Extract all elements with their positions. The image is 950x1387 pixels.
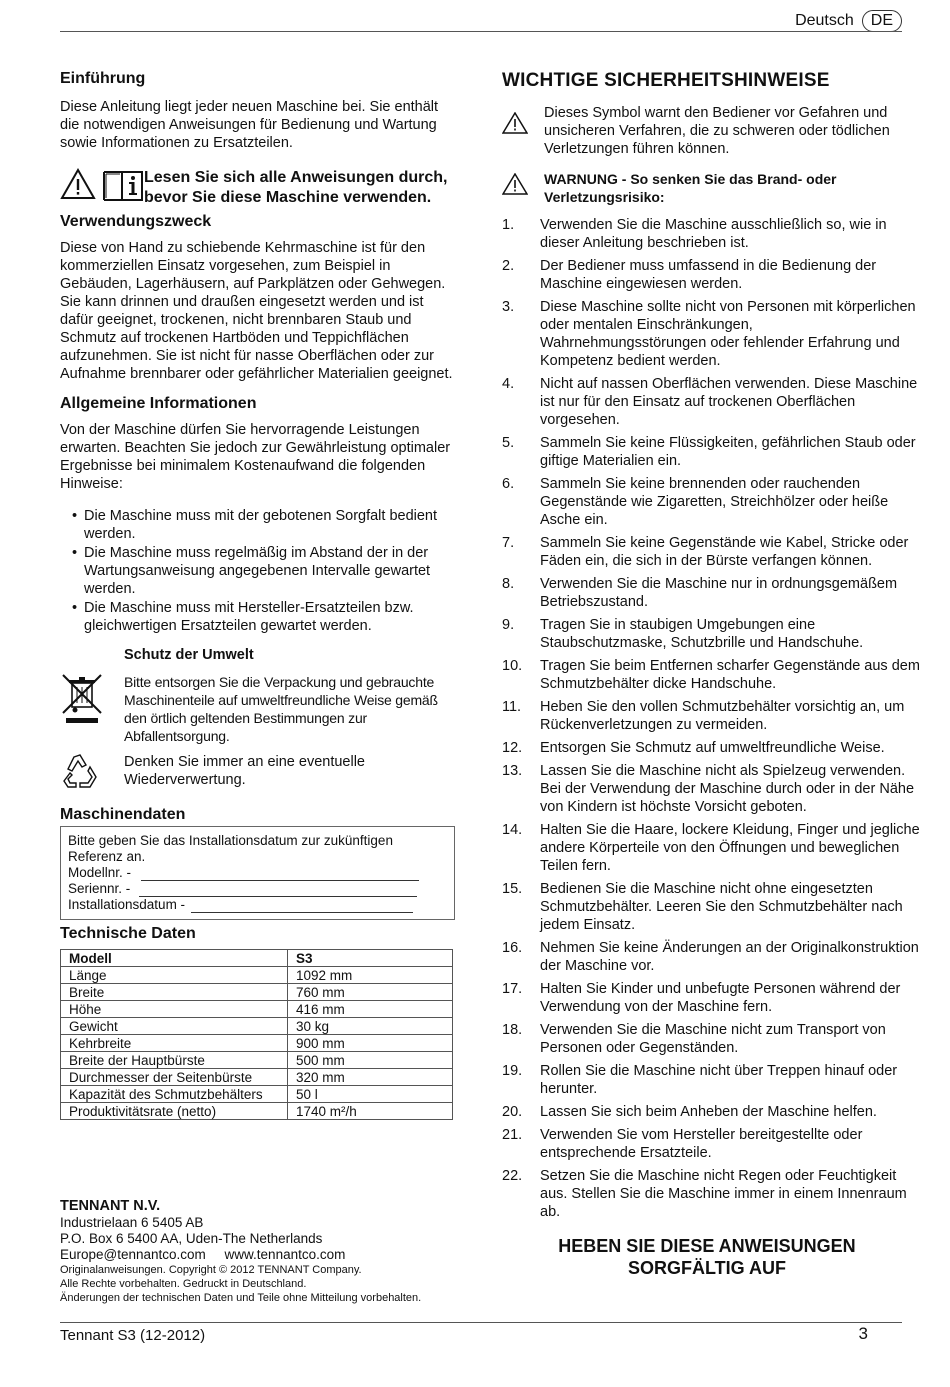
list-item bbox=[502, 298, 922, 370]
item-text: Lassen Sie sich beim Anheben der Maschine helfen. bbox=[540, 1104, 877, 1120]
list-item bbox=[502, 939, 922, 975]
item-text: Verwenden Sie vom Hersteller bereitgestellte oder entsprechende Ersatzteile. bbox=[540, 1127, 863, 1161]
changes-notice: Änderungen der technischen Daten und Teile ohne Mitteilung vorbehalten. bbox=[60, 1292, 422, 1304]
disposal-text: Bitte entsorgen Sie die Verpackung und gebrauchte Maschinenteile auf umweltfreundliche Weise gemäß den örtlich geltenden Bestimmungen zur Abfallentsorgung. bbox=[124, 674, 438, 744]
list-item bbox=[502, 1021, 922, 1057]
list-item bbox=[502, 616, 922, 652]
install-date-field bbox=[68, 897, 447, 913]
list-item bbox=[502, 375, 922, 429]
item-number: 16. bbox=[502, 940, 523, 956]
spec-label: Produktivitätsrate (netto) bbox=[61, 1103, 288, 1120]
warning-triangle-icon bbox=[60, 168, 96, 200]
recycling-icon bbox=[60, 753, 100, 791]
keep-line-2: SORGFÄLTIG AUF bbox=[628, 1258, 786, 1278]
item-number: 6. bbox=[502, 476, 515, 492]
environment-section bbox=[60, 647, 455, 796]
install-date-label: Installationsdatum - bbox=[68, 897, 186, 912]
item-text: Sammeln Sie keine Flüssigkeiten, gefährlichen Staub oder giftige Materialien ein. bbox=[540, 435, 916, 469]
item-text: Halten Sie die Haare, lockere Kleidung, Finger und jegliche andere Körperteile von den Öffnungen und beweglichen Teilen fern. bbox=[540, 822, 920, 874]
table-row bbox=[61, 1069, 453, 1086]
list-item: • Die Maschine muss mit der gebotenen Sorgfalt bedient werden. bbox=[60, 507, 455, 543]
model-number-field bbox=[68, 865, 447, 881]
intro-heading: Einführung bbox=[60, 70, 146, 87]
spec-label: Höhe bbox=[61, 1001, 288, 1018]
table-row bbox=[61, 984, 453, 1001]
spec-value: 416 mm bbox=[288, 1001, 453, 1018]
spec-value: 1092 mm bbox=[288, 967, 453, 984]
machine-data-heading: Maschinendaten bbox=[60, 806, 186, 823]
list-item bbox=[502, 821, 922, 875]
company-address: Industrielaan 6 5405 AB bbox=[60, 1215, 204, 1230]
list-item bbox=[502, 739, 922, 757]
item-number: 10. bbox=[502, 658, 523, 674]
warning-triangle-icon bbox=[502, 173, 528, 195]
item-text: Entsorgen Sie Schmutz auf umweltfreundliche Weise. bbox=[540, 740, 885, 756]
item-number: 5. bbox=[502, 435, 515, 451]
list-item bbox=[502, 1103, 922, 1121]
spec-value: 50 l bbox=[288, 1086, 453, 1103]
safety-instructions-list bbox=[502, 216, 922, 1221]
table-row bbox=[61, 967, 453, 984]
language-badge: DE bbox=[862, 10, 902, 32]
warning-text: WARNUNG - So senken Sie das Brand- oder Verletzungsrisiko: bbox=[544, 171, 837, 205]
company-info bbox=[60, 1197, 460, 1305]
machine-data-box bbox=[60, 826, 455, 920]
item-number: 14. bbox=[502, 822, 523, 838]
keep-line-1: HEBEN SIE DIESE ANWEISUNGEN bbox=[558, 1236, 856, 1256]
item-text: Lassen Sie die Maschine nicht als Spielzeug verwenden. Bei der Verwendung der Maschine durch oder in der Nähe von Kindern ist höchste Vorsicht geboten. bbox=[540, 763, 915, 815]
intro-text: Diese Anleitung liegt jeder neuen Maschine bei. Sie enthält die notwendigen Anweisungen für Bedienung und Wartung sowie Informationen zu Ersatzteilen. bbox=[60, 99, 439, 151]
company-po-box: P.O. Box 6 5400 AA, Uden-The Netherlands bbox=[60, 1231, 323, 1246]
item-text: Verwenden Sie die Maschine nur in ordnungsgemäßem Betriebszustand. bbox=[540, 576, 898, 610]
usage-text: Diese von Hand zu schiebende Kehrmaschine ist für den kommerziellen Einsatz vorgesehen, zum Beispiel in Gebäuden, Lagerhäusern, auf Parkplätzen oder Gehwegen. Sie kann drinnen und draußen eingesetzt werden und ist dafür geeignet, trockenen, nicht brennbaren Staub und Schmutz auf trockenen Hartböden und Teppichflächen aufzunehmen. Sie ist nicht für nasse Oberflächen oder zur Aufnahme brennbarer oder gefährlicher Materialien geeignet. bbox=[60, 240, 453, 382]
item-text: Verwenden Sie die Maschine nicht zum Transport von Personen oder Gegenständen. bbox=[540, 1022, 886, 1056]
item-text: Nehmen Sie keine Änderungen an der Originalkonstruktion der Maschine vor. bbox=[540, 940, 919, 974]
serial-number-label: Seriennr. - bbox=[68, 881, 131, 896]
item-text: Sammeln Sie keine Gegenstände wie Kabel, Stricke oder Fäden ein, die sich in der Bürste verfangen können. bbox=[540, 535, 909, 569]
item-text: Diese Maschine sollte nicht von Personen mit körperlichen oder mentalen Einschränkungen, Wahrnehmungsstörungen oder fehlender Erfahrung und Kompetenz bedient werden. bbox=[540, 299, 916, 369]
page-number: 3 bbox=[858, 1324, 868, 1343]
symbol-explanation-text: Dieses Symbol warnt den Bediener vor Gefahren und unsicheren Verfahren, die zu schweren oder tödlichen Verletzungen führen können. bbox=[544, 105, 890, 157]
item-number: 21. bbox=[502, 1127, 523, 1143]
keep-instructions-notice bbox=[492, 1235, 922, 1279]
item-number: 9. bbox=[502, 617, 515, 633]
table-row bbox=[61, 1103, 453, 1120]
spec-value: 30 kg bbox=[288, 1018, 453, 1035]
symbol-explanation bbox=[502, 104, 922, 158]
language-indicator bbox=[795, 10, 902, 32]
read-instructions-text: Lesen Sie sich alle Anweisungen durch, bevor Sie diese Maschine verwenden. bbox=[144, 169, 448, 206]
language-label: Deutsch bbox=[795, 12, 854, 29]
general-info-text: Von der Maschine dürfen Sie hervorragende Leistungen erwarten. Beachten Sie jedoch zur Gewährleistung optimaler Ergebnisse bei minimalem Kostenaufwand die folgenden Hinweise: bbox=[60, 422, 451, 492]
spec-label: Durchmesser der Seitenbürste bbox=[61, 1069, 288, 1086]
list-item bbox=[502, 880, 922, 934]
spec-label: Modell bbox=[61, 950, 288, 967]
read-instructions-notice bbox=[60, 168, 455, 208]
item-number: 8. bbox=[502, 576, 515, 592]
list-item bbox=[502, 1062, 922, 1098]
item-text: Tragen Sie beim Entfernen scharfer Gegenstände aus dem Schmutzbehälter dicke Handschuhe. bbox=[540, 658, 920, 692]
list-item: • Die Maschine muss mit Hersteller-Ersatzteilen bzw. gleichwertigen Ersatzteilen gewartet werden. bbox=[60, 599, 455, 635]
item-text: Der Bediener muss umfassend in die Bedienung der Maschine eingewiesen werden. bbox=[540, 258, 877, 292]
safety-heading: WICHTIGE SICHERHEITSHINWEISE bbox=[502, 70, 830, 91]
item-text: Setzen Sie die Maschine nicht Regen oder Feuchtigkeit aus. Stellen Sie die Maschine immer in einem Innenraum ab. bbox=[540, 1168, 907, 1220]
item-text: Verwenden Sie die Maschine ausschließlich so, wie in dieser Anleitung beschrieben ist. bbox=[540, 217, 887, 251]
spec-label: Breite der Hauptbürste bbox=[61, 1052, 288, 1069]
item-text: Rollen Sie die Maschine nicht über Treppen hinauf oder herunter. bbox=[540, 1063, 898, 1097]
item-number: 17. bbox=[502, 981, 523, 997]
warning-triangle-icon bbox=[502, 112, 528, 134]
list-item bbox=[502, 257, 922, 293]
machine-data-intro: Bitte geben Sie das Installationsdatum zur zukünftigen Referenz an. bbox=[68, 833, 393, 864]
list-item bbox=[502, 698, 922, 734]
item-number: 3. bbox=[502, 299, 515, 315]
company-contact: Europe@tennantco.com www.tennantco.com bbox=[60, 1247, 346, 1262]
warning-notice bbox=[502, 170, 922, 206]
serial-number-field bbox=[68, 881, 447, 897]
company-name: TENNANT N.V. bbox=[60, 1198, 161, 1214]
spec-label: Kehrbreite bbox=[61, 1035, 288, 1052]
item-number: 12. bbox=[502, 740, 523, 756]
item-text: Tragen Sie in staubigen Umgebungen eine Staubschutzmaske, Schutzbrille und Handschuhe. bbox=[540, 617, 864, 651]
item-number: 7. bbox=[502, 535, 515, 551]
item-text: Heben Sie den vollen Schmutzbehälter vorsichtig an, um Rückenverletzungen zu vermeiden. bbox=[540, 699, 905, 733]
table-row bbox=[61, 1035, 453, 1052]
recycling-text: Denken Sie immer an eine eventuelle Wiederverwertung. bbox=[124, 754, 365, 788]
list-item: • Die Maschine muss regelmäßig im Abstand der in der Wartungsanweisung angegebenen Intervalle gewartet werden. bbox=[60, 544, 455, 598]
item-text: Nicht auf nassen Oberflächen verwenden. Diese Maschine ist nur für den Einsatz auf trockenen Oberflächen vorgesehen. bbox=[540, 376, 918, 428]
item-number: 19. bbox=[502, 1063, 523, 1079]
spec-label: Länge bbox=[61, 967, 288, 984]
list-item bbox=[502, 1167, 922, 1221]
list-item bbox=[502, 762, 922, 816]
header-divider bbox=[60, 31, 902, 32]
spec-value: S3 bbox=[288, 950, 453, 967]
list-item bbox=[502, 216, 922, 252]
table-row bbox=[61, 950, 453, 967]
table-row bbox=[61, 1086, 453, 1103]
spec-label: Kapazität des Schmutzbehälters bbox=[61, 1086, 288, 1103]
footer-divider bbox=[60, 1322, 902, 1323]
table-row bbox=[61, 1018, 453, 1035]
item-number: 13. bbox=[502, 763, 523, 779]
item-number: 4. bbox=[502, 376, 515, 392]
spec-label: Gewicht bbox=[61, 1018, 288, 1035]
list-item bbox=[502, 980, 922, 1016]
item-number: 18. bbox=[502, 1022, 523, 1038]
right-column bbox=[502, 70, 922, 1279]
item-number: 22. bbox=[502, 1168, 523, 1184]
spec-value: 1740 m²/h bbox=[288, 1103, 453, 1120]
crossed-bin-icon bbox=[60, 673, 104, 725]
list-item bbox=[502, 657, 922, 693]
list-item bbox=[502, 434, 922, 470]
table-row bbox=[61, 1001, 453, 1018]
list-item bbox=[502, 1126, 922, 1162]
spec-label: Breite bbox=[61, 984, 288, 1001]
list-item bbox=[502, 534, 922, 570]
rights-text: Alle Rechte vorbehalten. Gedruckt in Deutschland. bbox=[60, 1278, 307, 1290]
item-text: Halten Sie Kinder und unbefugte Personen während der Verwendung von der Maschine fern. bbox=[540, 981, 901, 1015]
item-number: 11. bbox=[502, 699, 522, 715]
item-number: 1. bbox=[502, 217, 515, 233]
environment-heading: Schutz der Umwelt bbox=[124, 647, 254, 663]
list-item bbox=[502, 475, 922, 529]
general-info-list bbox=[60, 507, 455, 635]
spec-value: 760 mm bbox=[288, 984, 453, 1001]
tech-data-heading: Technische Daten bbox=[60, 925, 196, 942]
left-column bbox=[60, 70, 455, 1120]
spec-value: 500 mm bbox=[288, 1052, 453, 1069]
read-manual-icon bbox=[102, 168, 144, 202]
item-text: Sammeln Sie keine brennenden oder rauchenden Gegenstände wie Zigaretten, Streichhölzer oder heiße Asche ein. bbox=[540, 476, 889, 528]
usage-heading: Verwendungszweck bbox=[60, 213, 212, 230]
spec-value: 900 mm bbox=[288, 1035, 453, 1052]
model-number-label: Modellnr. - bbox=[68, 865, 132, 880]
spec-value: 320 mm bbox=[288, 1069, 453, 1086]
item-number: 15. bbox=[502, 881, 523, 897]
tech-data-table bbox=[60, 949, 453, 1120]
footer-document-id: Tennant S3 (12-2012) bbox=[60, 1327, 206, 1344]
item-text: Bedienen Sie die Maschine nicht ohne eingesetzten Schmutzbehälter. Leeren Sie den Schmutzbehälter nach jedem Einsatz. bbox=[540, 881, 903, 933]
item-number: 20. bbox=[502, 1104, 523, 1120]
list-item bbox=[502, 575, 922, 611]
copyright-text: Originalanweisungen. Copyright © 2012 TENNANT Company. bbox=[60, 1264, 362, 1276]
item-number: 2. bbox=[502, 258, 515, 274]
general-info-heading: Allgemeine Informationen bbox=[60, 395, 257, 412]
table-row bbox=[61, 1052, 453, 1069]
